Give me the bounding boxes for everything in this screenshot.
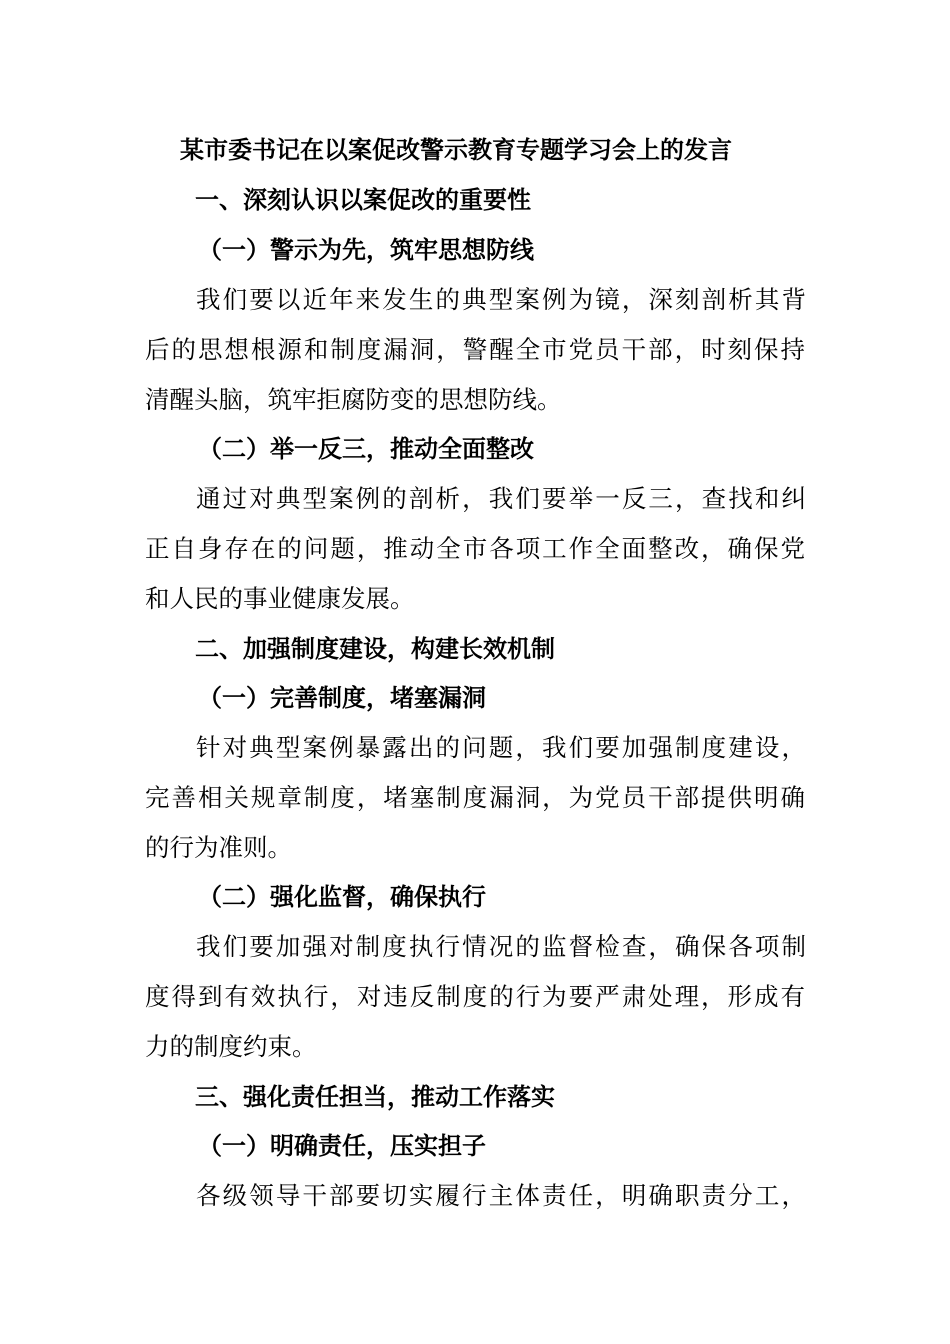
paragraph-line: 清醒头脑，筑牢拒腐防变的思想防线。 (145, 385, 562, 414)
section-1-2-heading: （二）举一反三，推动全面整改 (198, 435, 534, 463)
section-3-1-heading: （一）明确责任，压实担子 (198, 1132, 486, 1160)
paragraph-line: 正自身存在的问题，推动全市各项工作全面整改，确保党 (145, 534, 805, 563)
section-2-2-heading: （二）强化监督，确保执行 (198, 883, 486, 911)
paragraph-line: 通过对典型案例的剖析，我们要举一反三，查找和纠 (196, 484, 806, 513)
section-2-heading: 二、加强制度建设，构建长效机制 (195, 635, 555, 663)
section-1-1-heading: （一）警示为先，筑牢思想防线 (198, 236, 534, 264)
paragraph-line: 针对典型案例暴露出的问题，我们要加强制度建设， (196, 733, 806, 762)
paragraph-line: 我们要以近年来发生的典型案例为镜，深刻剖析其背 (196, 285, 806, 314)
section-3-heading: 三、强化责任担当，推动工作落实 (195, 1083, 555, 1111)
paragraph-line: 各级领导干部要切实履行主体责任，明确职责分工， (196, 1181, 806, 1210)
paragraph-line: 的行为准则。 (145, 833, 292, 862)
paragraph-line: 力的制度约束。 (145, 1032, 317, 1061)
paragraph-line: 度得到有效执行，对违反制度的行为要严肃处理，形成有 (145, 982, 805, 1011)
document-title: 某市委书记在以案促改警示教育专题学习会上的发言 (180, 136, 732, 164)
paragraph-line: 完善相关规章制度，堵塞制度漏洞，为党员干部提供明确 (145, 783, 805, 812)
section-1-heading: 一、深刻认识以案促改的重要性 (195, 186, 531, 214)
paragraph-line: 和人民的事业健康发展。 (145, 584, 415, 613)
paragraph-line: 后的思想根源和制度漏洞，警醒全市党员干部，时刻保持 (145, 335, 805, 364)
paragraph-line: 我们要加强对制度执行情况的监督检查，确保各项制 (196, 932, 806, 961)
section-2-1-heading: （一）完善制度，堵塞漏洞 (198, 684, 486, 712)
